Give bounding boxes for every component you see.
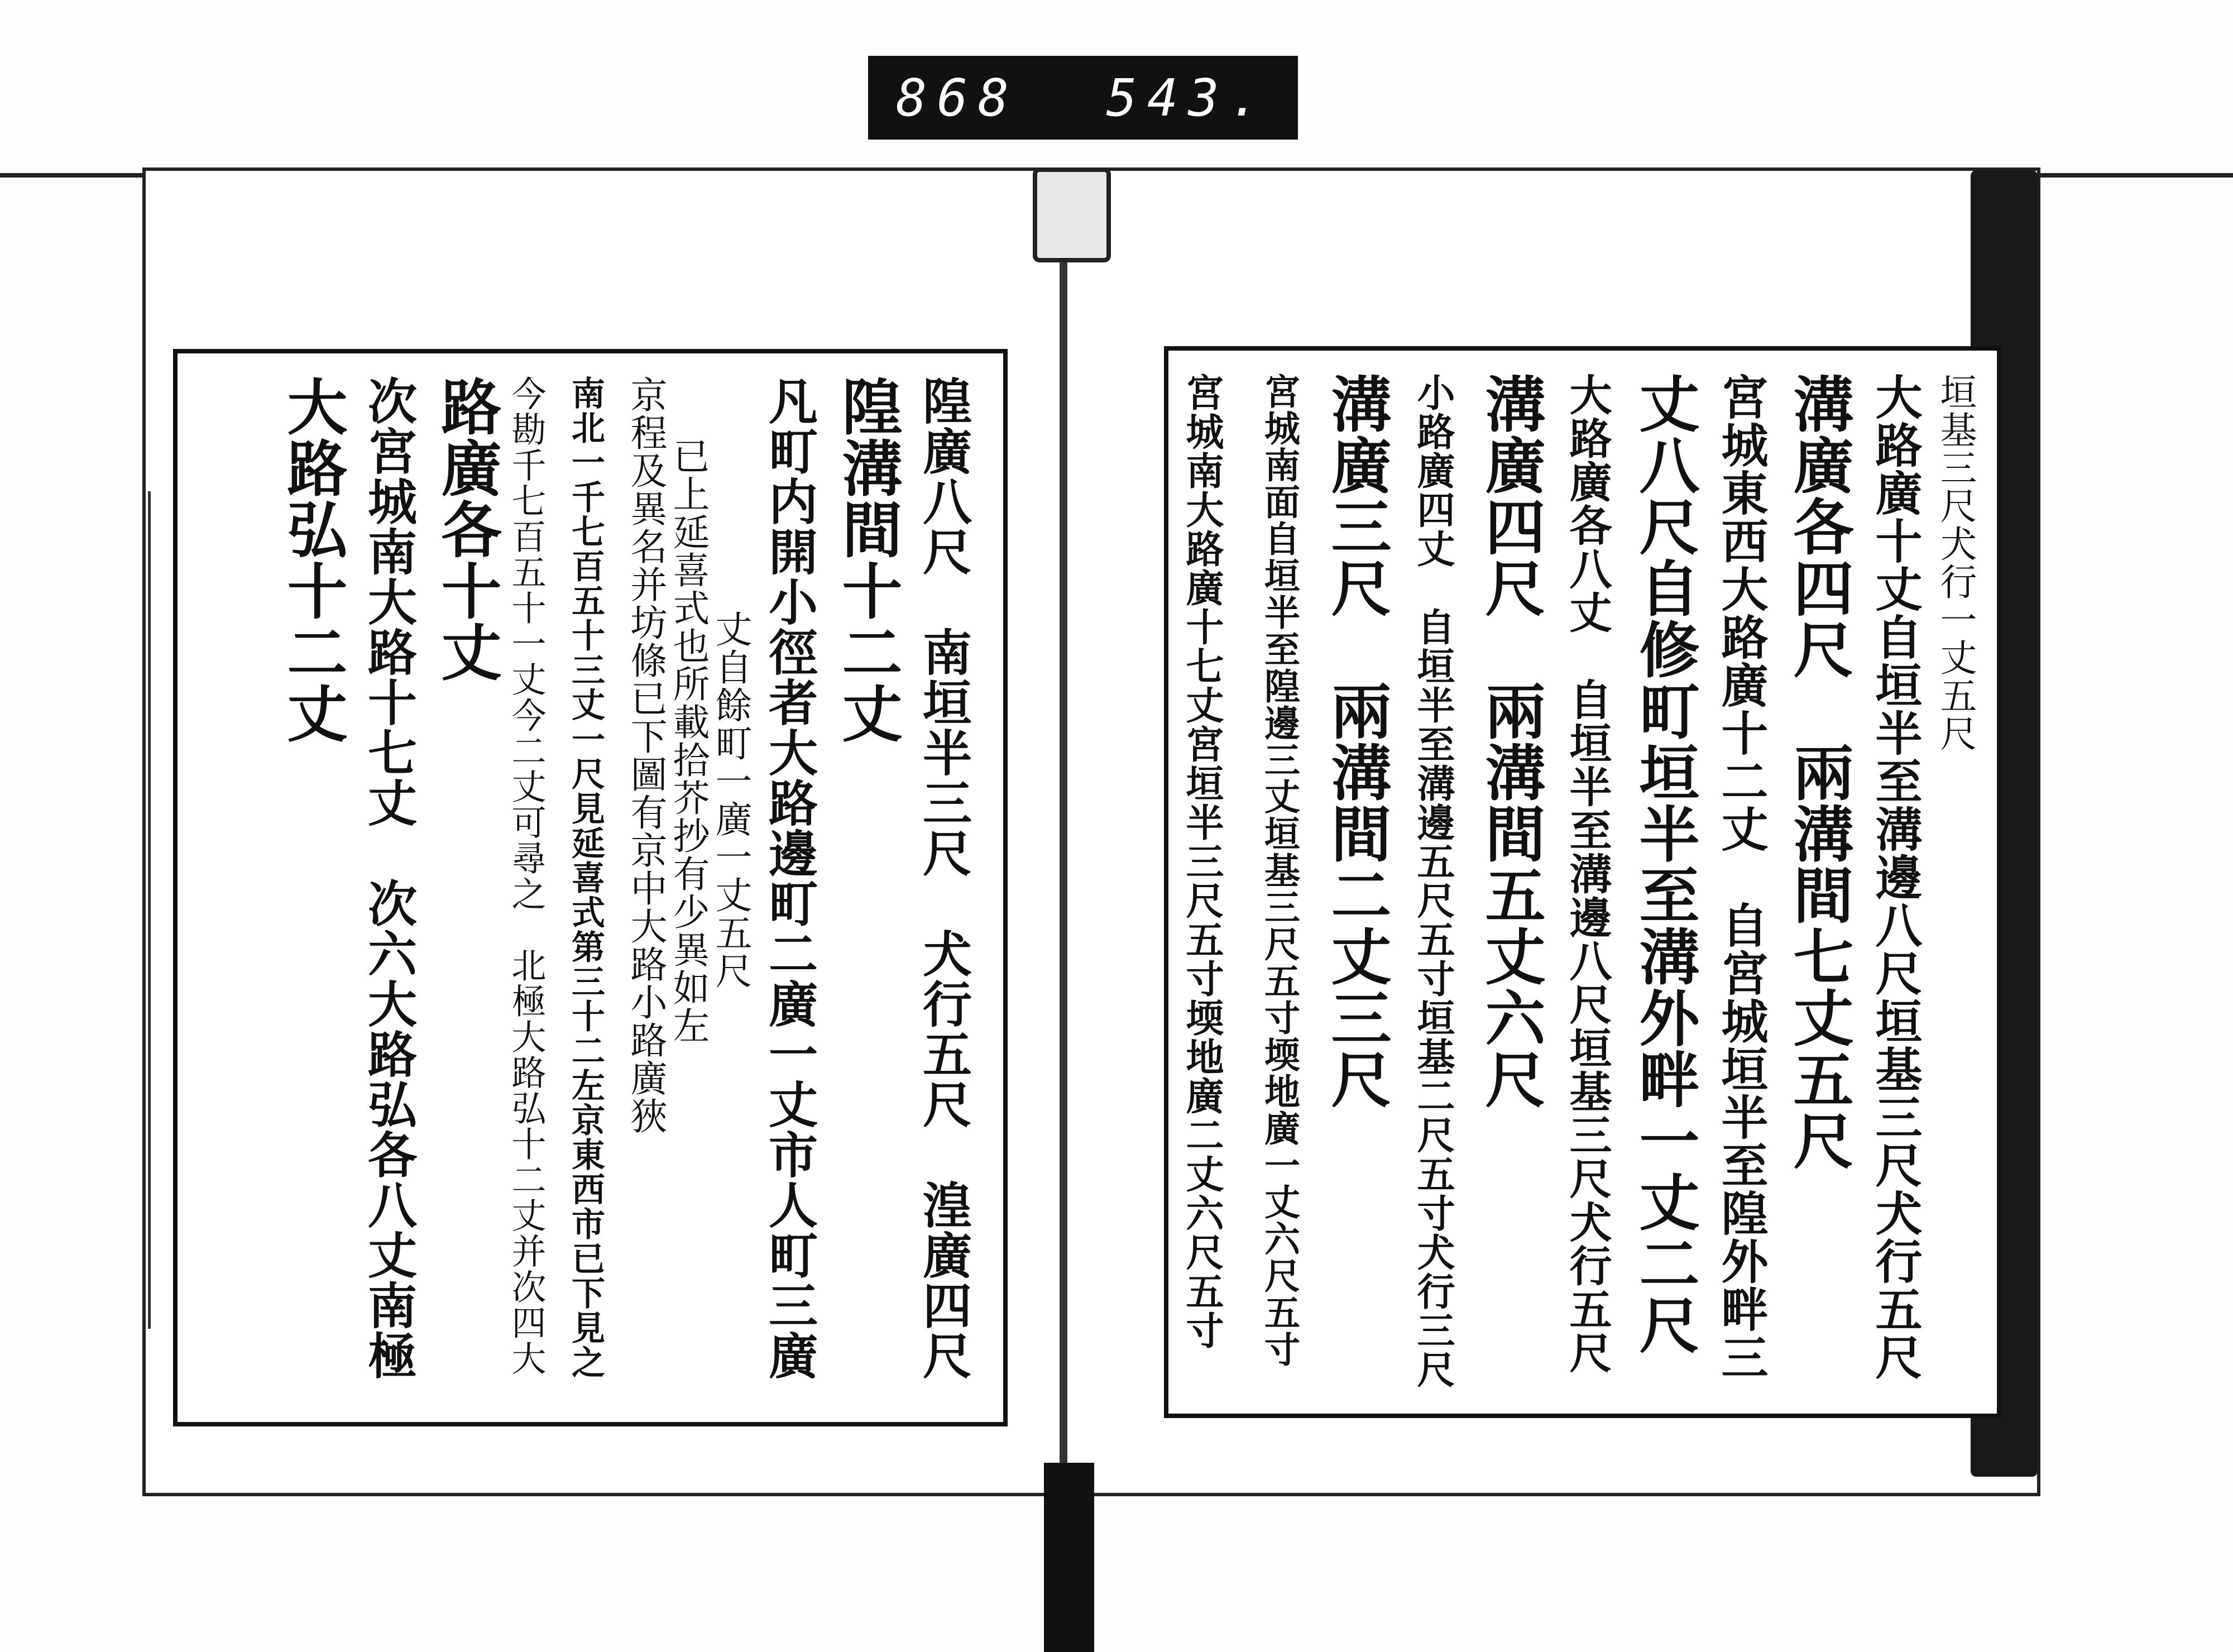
film-label-right: 543.	[1106, 68, 1270, 128]
text-column: 丈八尺自修町垣半至溝外畔一丈二尺	[1629, 373, 1699, 1356]
text-column: 宮城南面自垣半至隍邊三丈垣基三尺五寸堧地廣一丈六尺五寸	[1258, 373, 1300, 1368]
text-column: 小路廣四丈 自垣半至溝邊五尺五寸垣基二尺五寸犬行三尺	[1411, 373, 1455, 1389]
text-column: 今勘千七百五十一丈今二丈可尋之 北極大路弘十二丈并次四大	[506, 376, 547, 1376]
text-column: 已上延喜式也所載拾芥抄有少異如左	[667, 437, 710, 1045]
text-column: 隍廣八尺 南垣半三尺 犬行五尺 湟廣四尺	[915, 376, 973, 1381]
text-column: 大路弘十二丈	[277, 376, 347, 744]
text-column: 宮城東西大路廣十二丈 自宮城垣半至隍外畔三	[1714, 373, 1769, 1381]
film-label-left: 868	[896, 68, 1019, 128]
text-column: 路廣各十丈	[431, 376, 501, 683]
left-page-text	[200, 376, 981, 1400]
text-column: 京程及異名并坊條已下圖有京中大路小路廣狹	[624, 376, 667, 1135]
text-column: 溝廣三尺 兩溝間二丈三尺	[1321, 373, 1391, 1110]
text-column: 大路廣各八丈 自垣半至溝邊八尺垣基三尺犬行五尺	[1563, 373, 1612, 1375]
binding-tail	[1044, 1463, 1094, 1652]
film-label	[868, 56, 1298, 140]
text-column: 宮城南大路廣十七丈宮垣半三尺五寸堧地廣二丈六尺五寸	[1180, 373, 1224, 1350]
left-page	[173, 349, 1008, 1426]
text-column: 丈自餘町一廣一丈五尺	[709, 610, 752, 990]
gutter	[1060, 184, 1067, 1468]
text-column: 大路廣十丈自垣半至溝邊八尺垣基三尺犬行五尺	[1868, 373, 1923, 1381]
binding-clip	[1033, 167, 1111, 262]
text-column: 凡町内開小徑者大路邊町二廣一丈市人町三廣	[761, 376, 819, 1381]
right-page	[1164, 346, 2001, 1418]
text-column: 垣基三尺犬行一丈五尺	[1934, 373, 1977, 753]
right-page-text	[1180, 373, 1977, 1391]
text-column: 溝廣各四尺 兩溝間七丈五尺	[1783, 373, 1853, 1171]
text-column: 次宮城南大路十七丈 次六大路弘各八丈南極	[360, 376, 418, 1381]
text-column: 溝廣四尺 兩溝間五丈六尺	[1475, 373, 1545, 1110]
text-column: 南北一千七百五十三丈一尺見延喜式第三十二左京東西市已下見之	[566, 376, 605, 1380]
text-column: 隍溝間十二丈	[832, 376, 902, 744]
